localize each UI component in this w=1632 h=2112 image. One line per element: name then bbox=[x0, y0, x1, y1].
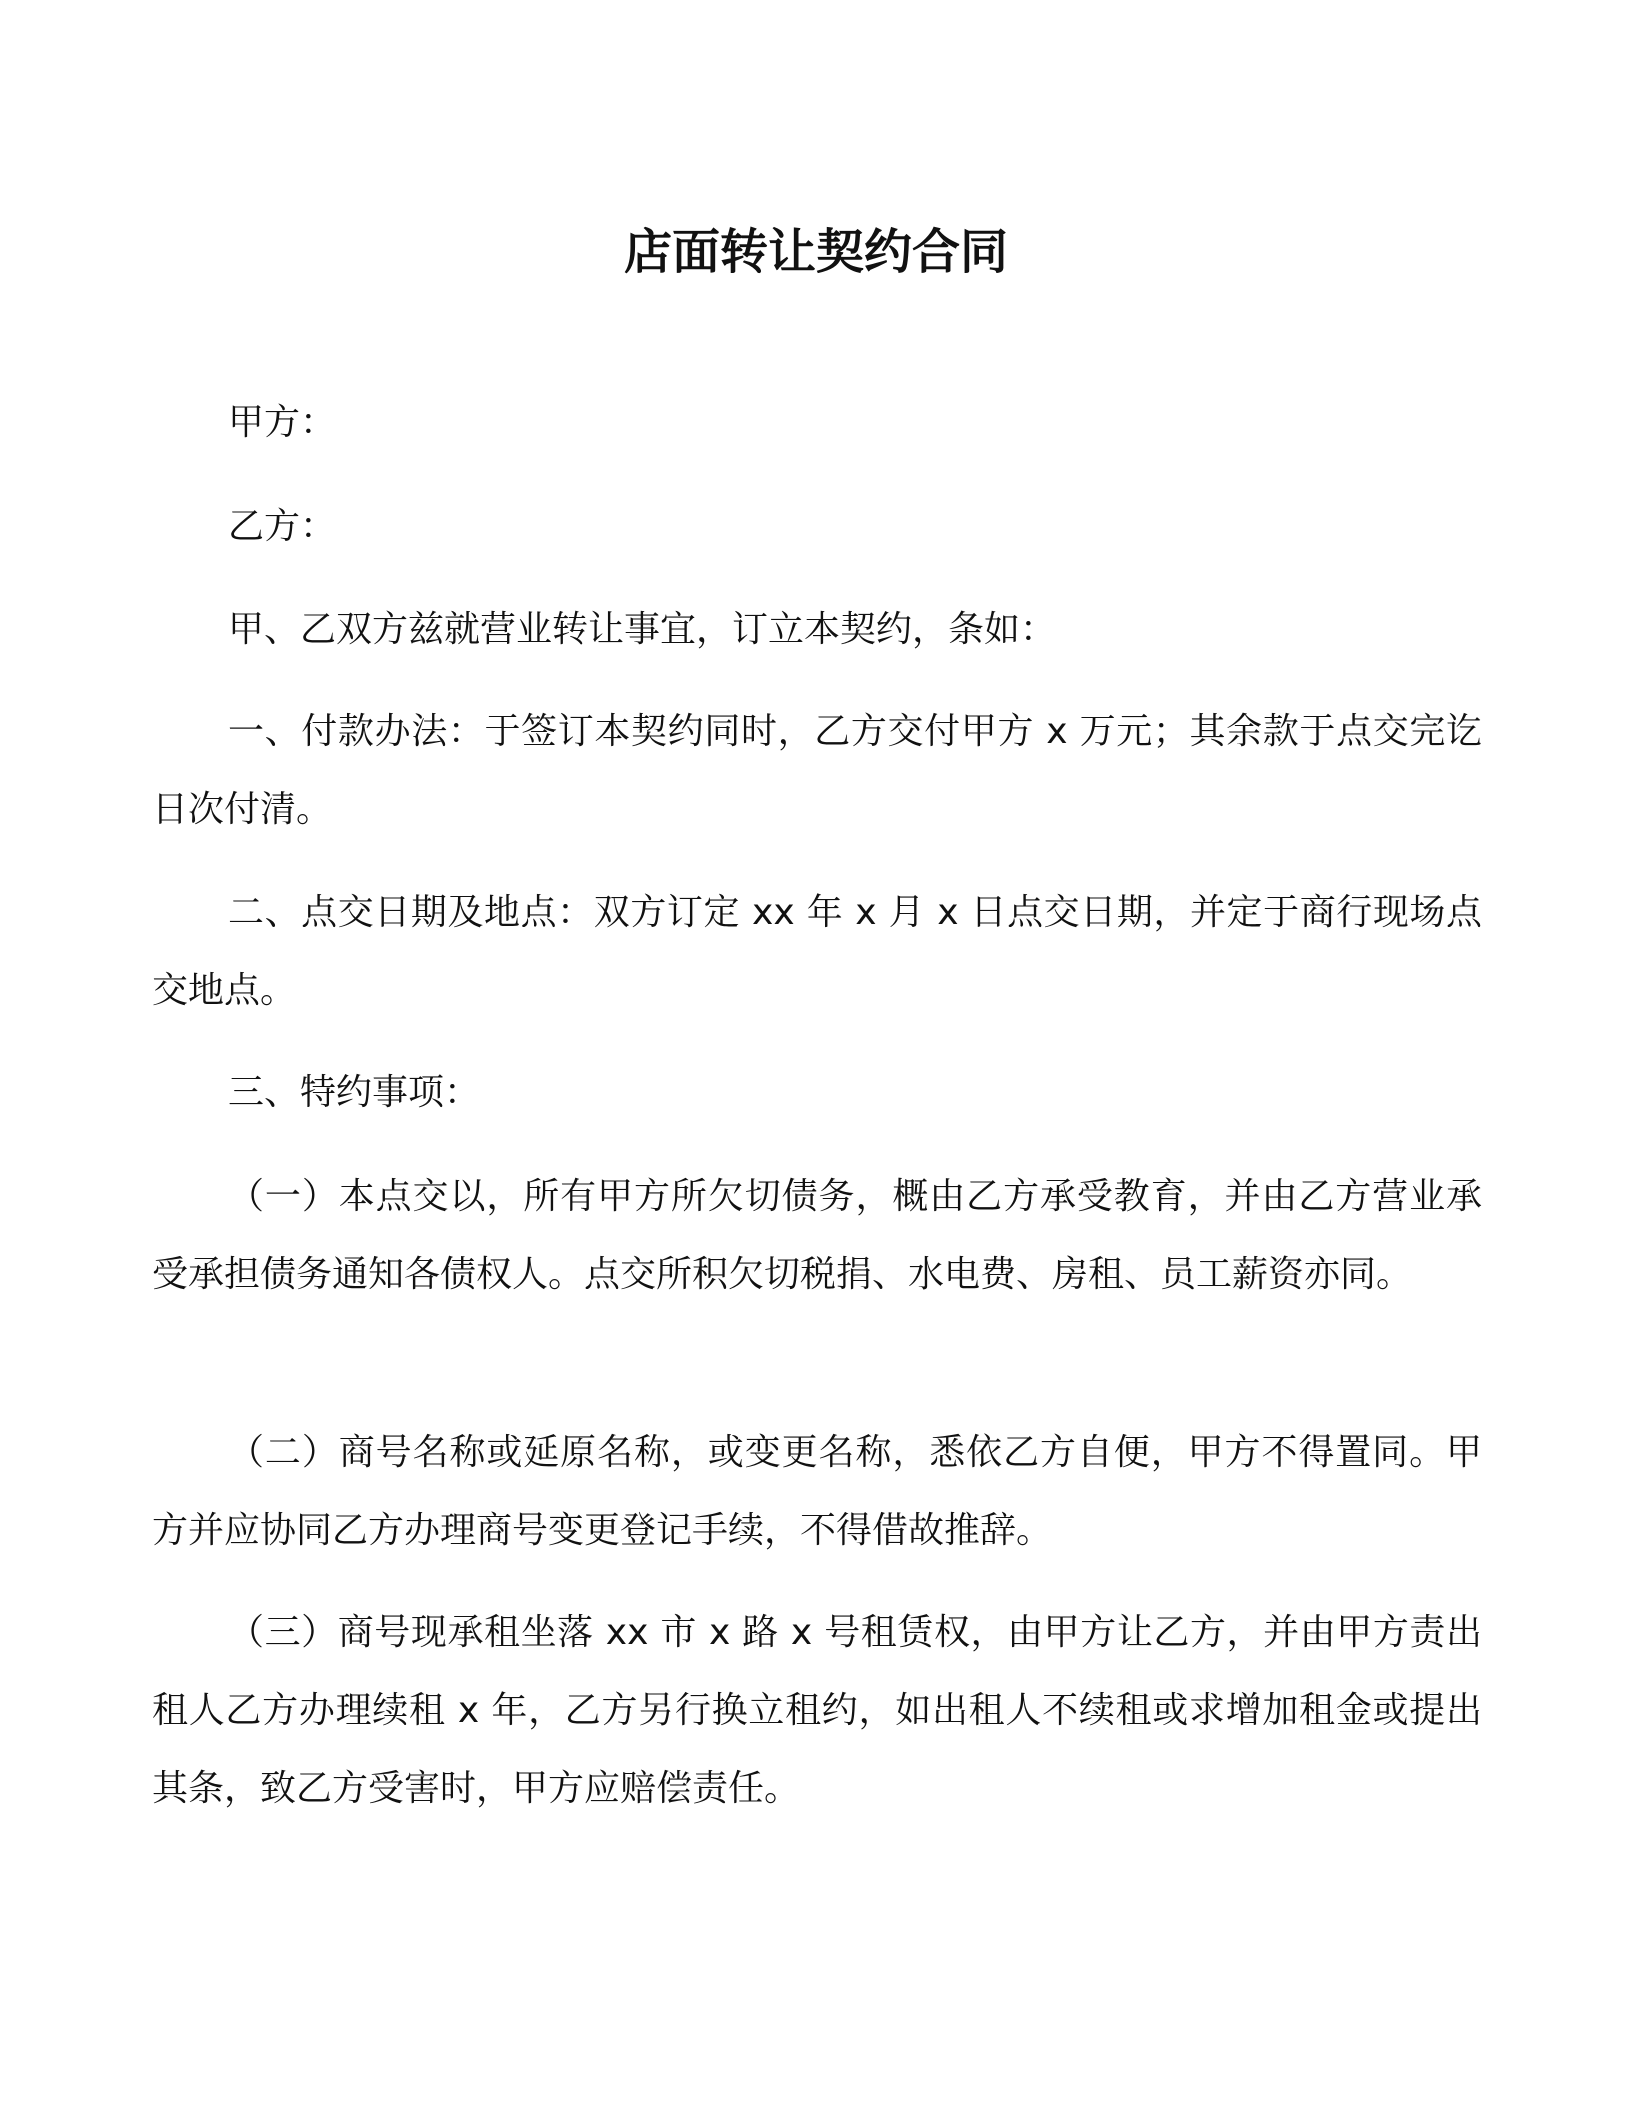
clause-special-terms-heading: 三、特约事项： bbox=[228, 1072, 481, 1113]
special-term-lease-rights: （三）商号现承租坐落 xx 市 x 路 x 号租赁权，由甲方让乙方，并由甲方责出租人乙方办理续租 x 年，乙方另行换立租约，如出租人不续租或求增加租金或提出其条，致乙方受害时，甲方应赔偿责任。 bbox=[152, 1612, 1482, 1809]
clause-payment: 一、付款办法：于签订本契约同时，乙方交付甲方 x 万元；其余款于点交完讫日次付清。 bbox=[152, 711, 1482, 830]
special-term-business-name: （二）商号名称或延原名称，或变更名称，悉依乙方自便，甲方不得置同。甲方并应协同乙方办理商号变更登记手续，不得借故推辞。 bbox=[152, 1432, 1482, 1551]
party-b-label: 乙方： bbox=[228, 506, 337, 547]
party-a-label: 甲方： bbox=[228, 402, 337, 443]
special-term-debts: （一）本点交以，所有甲方所欠切债务，概由乙方承受教育，并由乙方营业承受承担债务通知各债权人。点交所积欠切税捐、水电费、房租、员工薪资亦同。 bbox=[152, 1176, 1482, 1295]
intro-paragraph: 甲、乙双方兹就营业转让事宜，订立本契约，条如： bbox=[228, 609, 1057, 650]
clause-handover-date-location: 二、点交日期及地点：双方订定 xx 年 x 月 x 日点交日期，并定于商行现场点交地点。 bbox=[152, 892, 1482, 1011]
document-title: 店面转让契约合同 bbox=[623, 224, 1008, 280]
